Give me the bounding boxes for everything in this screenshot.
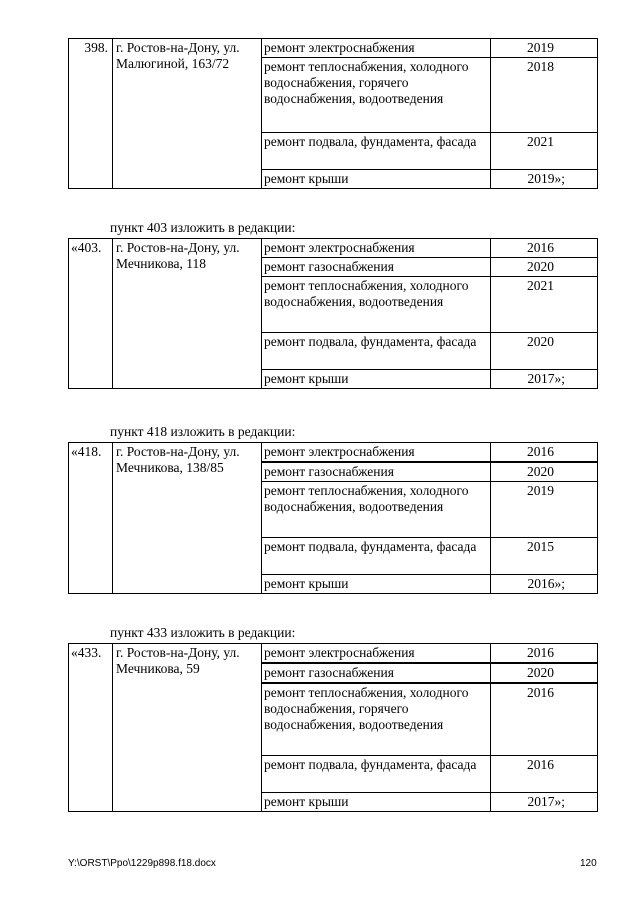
footer-page-number: 120 [580, 858, 597, 869]
amendment-caption: пункт 418 изложить в редакции: [110, 424, 296, 439]
work-year: 2016 [491, 683, 598, 755]
work-year: 2021 [491, 133, 598, 170]
work-type: ремонт теплоснабжения, холодного водоснабжения, горячего водоснабжения, водоотведения [262, 683, 491, 755]
work-year: 2019 [491, 482, 598, 538]
work-type: ремонт электроснабжения [262, 443, 491, 463]
work-year: 2020 [491, 663, 598, 683]
work-year: 2020 [491, 333, 598, 370]
work-type: ремонт электроснабжения [262, 239, 491, 258]
work-year: 2019»; [491, 170, 598, 189]
work-type: ремонт теплоснабжения, холодного водоснабжения, водоотведения [262, 482, 491, 538]
work-year: 2016 [491, 644, 598, 664]
work-year: 2016»; [491, 575, 598, 594]
work-type: ремонт электроснабжения [262, 644, 491, 664]
amendment-caption: пункт 433 изложить в редакции: [110, 625, 296, 640]
work-type: ремонт газоснабжения [262, 258, 491, 277]
item-address: г. Ростов-на-Дону, ул. Мечникова, 138/85 [113, 443, 262, 594]
work-year: 2019 [491, 39, 598, 58]
table-418 [68, 442, 598, 594]
work-year: 2017»; [491, 370, 598, 389]
work-type: ремонт теплоснабжения, холодного водоснабжения, горячего водоснабжения, водоотведения [262, 58, 491, 133]
table-row [69, 239, 598, 258]
work-type: ремонт подвала, фундамента, фасада [262, 333, 491, 370]
table-row [69, 443, 598, 463]
work-type: ремонт крыши [262, 792, 491, 811]
item-number: «433. [69, 644, 113, 812]
work-type: ремонт подвала, фундамента, фасада [262, 133, 491, 170]
work-type: ремонт теплоснабжения, холодного водоснабжения, водоотведения [262, 277, 491, 333]
work-type: ремонт крыши [262, 370, 491, 389]
work-year: 2020 [491, 258, 598, 277]
work-type: ремонт газоснабжения [262, 663, 491, 683]
item-number: «403. [69, 239, 113, 389]
work-type: ремонт крыши [262, 575, 491, 594]
work-year: 2018 [491, 58, 598, 133]
work-year: 2016 [491, 755, 598, 792]
table-433 [68, 643, 598, 812]
footer-file-path: Y:\ORST\Ppo\1229p898.f18.docx [68, 858, 216, 869]
item-number: «418. [69, 443, 113, 594]
work-type: ремонт подвала, фундамента, фасада [262, 538, 491, 575]
work-type: ремонт подвала, фундамента, фасада [262, 755, 491, 792]
work-year: 2017»; [491, 792, 598, 811]
item-address: г. Ростов-на-Дону, ул. Малюгиной, 163/72 [113, 39, 262, 189]
work-year: 2016 [491, 239, 598, 258]
item-number: 398. [69, 39, 113, 189]
work-year: 2020 [491, 462, 598, 482]
work-year: 2016 [491, 443, 598, 463]
work-year: 2015 [491, 538, 598, 575]
item-address: г. Ростов-на-Дону, ул. Мечникова, 118 [113, 239, 262, 389]
item-address: г. Ростов-на-Дону, ул. Мечникова, 59 [113, 644, 262, 812]
amendment-caption: пункт 403 изложить в редакции: [110, 220, 296, 235]
work-type: ремонт газоснабжения [262, 462, 491, 482]
table-398 [68, 38, 598, 189]
table-row [69, 39, 598, 58]
table-row [69, 644, 598, 664]
work-year: 2021 [491, 277, 598, 333]
work-type: ремонт крыши [262, 170, 491, 189]
work-type: ремонт электроснабжения [262, 39, 491, 58]
table-403 [68, 238, 598, 389]
